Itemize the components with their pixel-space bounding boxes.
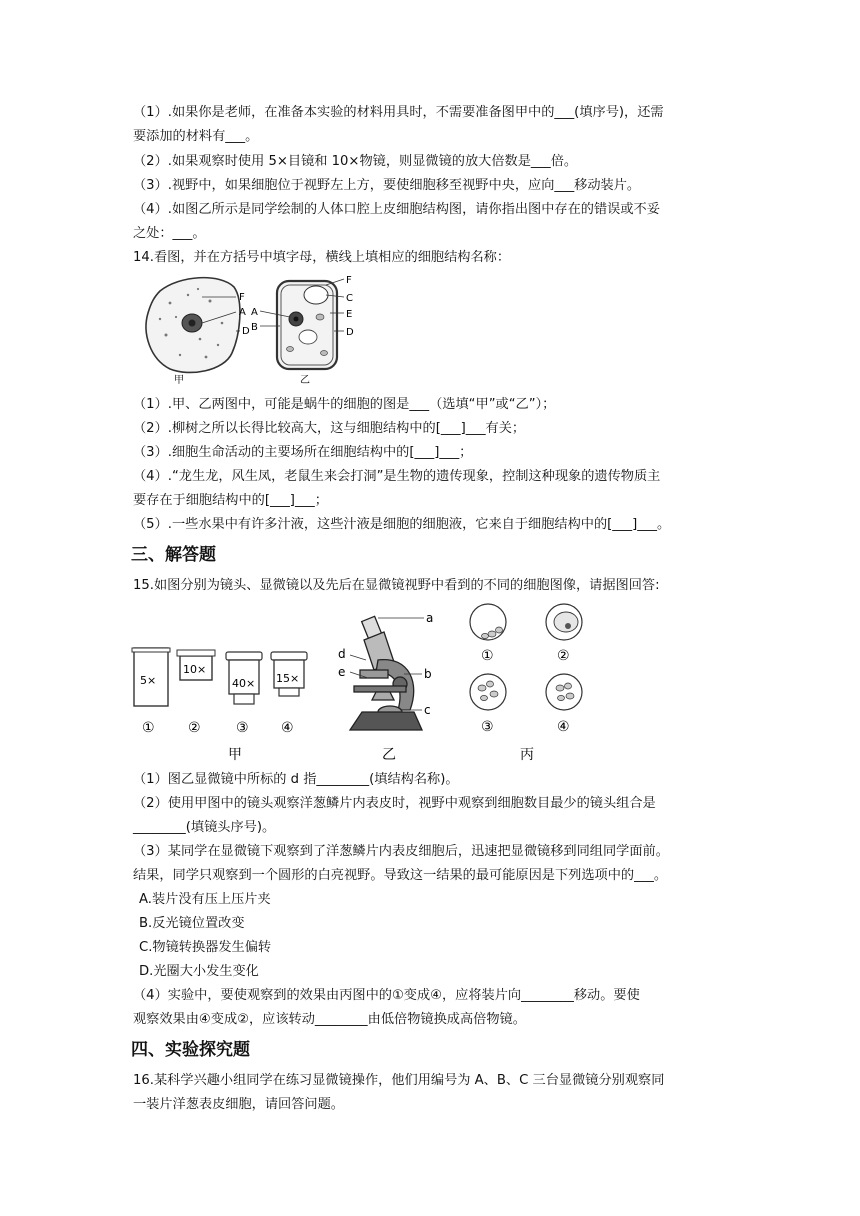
q15-line-6: （4）实验中，要使观察到的效果由丙图中的①变成④，应将装片向________移动。要使 xyxy=(133,988,640,1003)
yi-label-A: A xyxy=(251,307,258,318)
q15-line-1: （1）图乙显微镜中所标的 d 指________(填结构名称)。 xyxy=(133,772,459,787)
yi-label-C: C xyxy=(346,293,353,304)
scope-label-c: c xyxy=(424,703,431,717)
caption-yi: 乙 xyxy=(382,747,396,763)
view-3 xyxy=(470,674,506,710)
q14-line-6: （5）.一些水果中有许多汁液，这些汁液是细胞的细胞液，它来自于细胞结构中的[___]___。 xyxy=(133,517,671,532)
jia-caption: 甲 xyxy=(174,375,184,386)
q16-line-2: 一装片洋葱表皮细胞，请回答问题。 xyxy=(133,1097,344,1112)
microscope-drawing xyxy=(350,616,422,730)
q14-cell-figure xyxy=(140,273,370,388)
q13-line-3: （2）.如果观察时使用 5×目镜和 10×物镜，则显微镜的放大倍数是___倍。 xyxy=(133,154,578,169)
yi-label-B: B xyxy=(251,322,258,333)
lens-2-label: 10× xyxy=(183,663,207,676)
q13-line-6: 之处：___。 xyxy=(133,226,206,241)
scope-label-d: d xyxy=(338,647,346,661)
q14-stem: 14.看图，并在方括号中填字母，横线上填相应的细胞结构名称： xyxy=(133,250,511,265)
q14-line-2: （2）.柳树之所以长得比较高大，这与细胞结构中的[___]___有关； xyxy=(133,421,526,436)
q15-line-3: ________(填镜头序号)。 xyxy=(133,820,276,835)
lens-3-num: ③ xyxy=(236,720,249,736)
q13-line-2: 要添加的材料有___。 xyxy=(133,129,259,144)
plant-vacuole xyxy=(304,286,328,304)
q15-option-a: A.装片没有压上压片夹 xyxy=(139,892,271,907)
view-2-num: ② xyxy=(557,648,570,664)
q13-line-4: （3）.视野中，如果细胞位于视野左上方，要使细胞移至视野中央，应向___移动装片。 xyxy=(133,178,641,193)
lens-2-num: ② xyxy=(188,720,201,736)
caption-bing: 丙 xyxy=(520,747,534,763)
q14-line-3: （3）.细胞生命活动的主要场所在细胞结构中的[___]___； xyxy=(133,445,473,460)
q15-stem: 15.如图分别为镜头、显微镜以及先后在显微镜视野中看到的不同的细胞图像，请据图回答: xyxy=(133,578,660,593)
scope-label-a: a xyxy=(426,611,434,625)
q15-option-d: D.光圈大小发生变化 xyxy=(139,964,259,979)
q15-option-c: C.物镜转换器发生偏转 xyxy=(139,940,272,955)
q14-line-4: （4）.“龙生龙，风生凤，老鼠生来会打洞”是生物的遗传现象，控制这种现象的遗传物质主 xyxy=(133,469,661,484)
q15-option-b: B.反光镜位置改变 xyxy=(139,916,245,931)
jia-label-D: D xyxy=(242,326,250,337)
jia-label-A: A xyxy=(239,307,246,318)
q15-line-4: （3）某同学在显微镜下观察到了洋葱鳞片内表皮细胞后，迅速把显微镜移到同组同学面前。 xyxy=(133,844,669,859)
q14-line-1: （1）.甲、乙两图中，可能是蜗牛的细胞的图是___（选填“甲”或“乙”）； xyxy=(133,397,556,412)
caption-jia: 甲 xyxy=(228,747,242,763)
scope-label-e: e xyxy=(338,665,346,679)
yi-caption: 乙 xyxy=(300,375,310,386)
q15-line-7: 观察效果由④变成②，应该转动________由低倍物镜换成高倍物镜。 xyxy=(133,1012,526,1027)
jia-label-F: F xyxy=(239,292,245,303)
lens-4-label: 15× xyxy=(276,672,300,685)
q14-line-5: 要存在于细胞结构中的[___]___； xyxy=(133,493,328,508)
view-3-num: ③ xyxy=(481,719,494,735)
q15-figure xyxy=(128,600,598,768)
q15-line-5: 结果，同学只观察到一个圆形的白亮视野。导致这一结果的最可能原因是下列选项中的___。 xyxy=(133,868,668,883)
section-4-heading: 四、实验探究题 xyxy=(131,1040,250,1060)
scope-label-b: b xyxy=(424,667,432,681)
yi-label-D: D xyxy=(346,327,354,338)
lens-3-label: 40× xyxy=(232,677,256,690)
q15-line-2: （2）使用甲图中的镜头观察洋葱鳞片内表皮时，视野中观察到细胞数目最少的镜头组合是 xyxy=(133,796,656,811)
yi-label-F: F xyxy=(346,275,352,286)
q13-line-5: （4）.如图乙所示是同学绘制的人体口腔上皮细胞结构图，请你指出图中存在的错误或不妥 xyxy=(133,202,660,217)
section-3-heading: 三、解答题 xyxy=(131,545,216,565)
lens-4-num: ④ xyxy=(281,720,294,736)
yi-label-E: E xyxy=(346,309,353,320)
lens-1-num: ① xyxy=(142,720,155,736)
lens-1-label: 5× xyxy=(140,674,157,687)
view-4 xyxy=(546,674,582,710)
q13-line-1: （1）.如果你是老师，在准备本实验的材料用具时，不需要准备图甲中的___(填序号)，还需 xyxy=(133,105,664,120)
view-4-num: ④ xyxy=(557,719,570,735)
q16-line-1: 16.某科学兴趣小组同学在练习显微镜操作，他们用编号为 A、B、C 三台显微镜分别观察同 xyxy=(133,1073,665,1088)
view-1-num: ① xyxy=(481,648,494,664)
